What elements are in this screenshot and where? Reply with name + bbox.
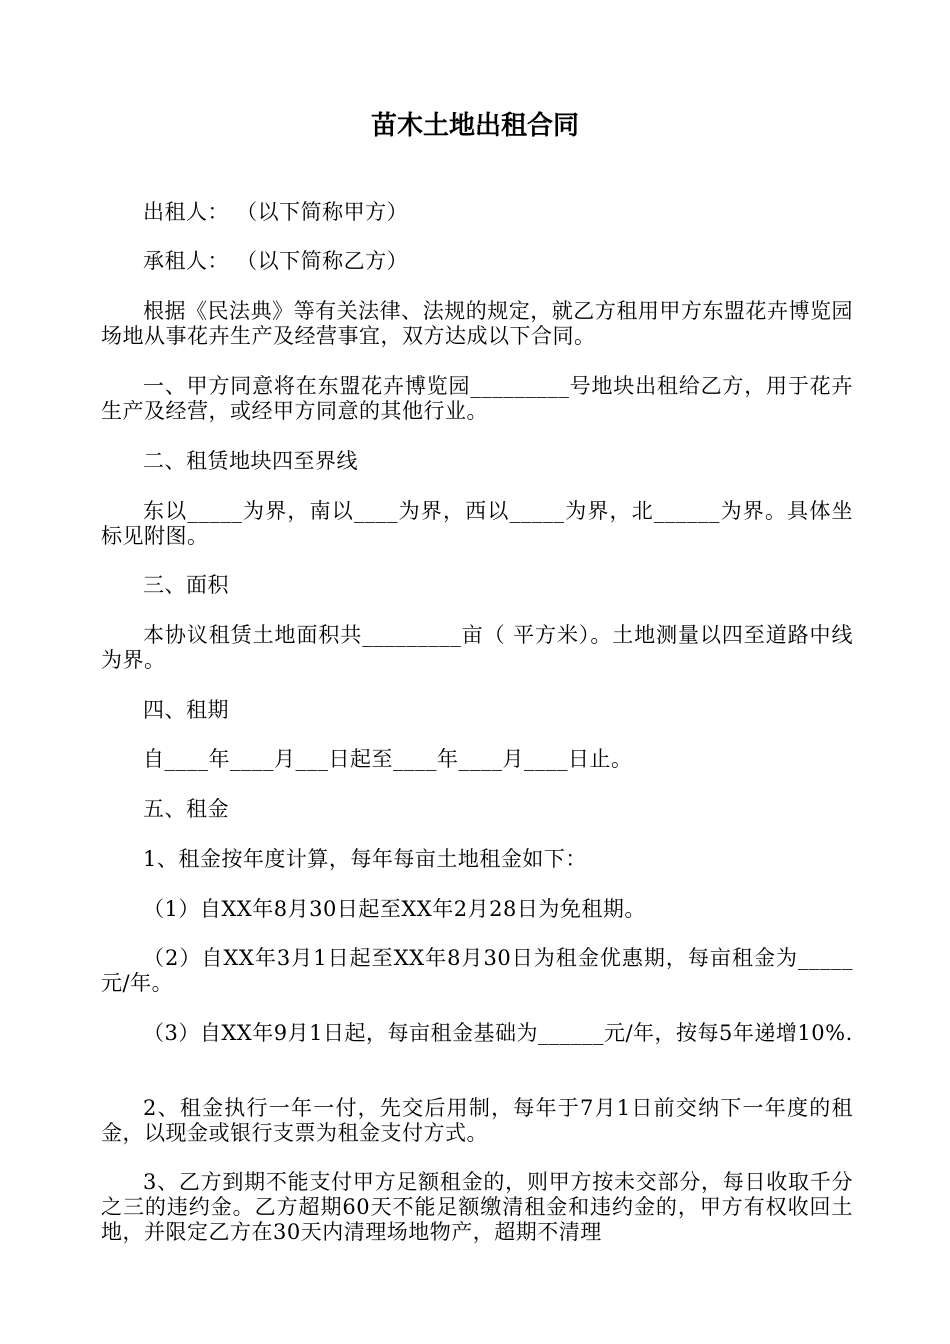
rent-subitem-1: （1）自XX年8月30日起至XX年2月28日为免租期。 [143,897,646,921]
rent-item-2: 2、租金执行一年一付，先交后用制，每年于7月1日前交纳下一年度的租金，以现金或银行支票为租金支付方式。 [101,1096,853,1145]
area-paragraph: 本协议租赁土地面积共_________亩（ 平方米）。土地测量以四至道路中线为界。 [101,623,853,672]
rent-subitem-2: （2）自XX年3月1日起至XX年8月30日为租金优惠期，每亩租金为_____元/年。 [101,946,853,995]
rent-item-1: 1、租金按年度计算，每年每亩土地租金如下： [143,847,587,871]
boundaries-paragraph: 东以_____为界，南以____为界，西以_____为界，北______为界。具体坐标见附图。 [101,499,853,548]
rent-subitem-3: （3）自XX年9月1日起，每亩租金基础为______元/年，按每5年递增10%. [143,1021,853,1045]
lessee-line: 承租人： （以下简称乙方） [143,249,409,273]
section-heading-term: 四、租期 [143,698,229,722]
term-paragraph: 自____年____月___日起至____年____月____日止。 [143,747,633,771]
clause-1-paragraph: 一、甲方同意将在东盟花卉博览园_________号地块出租给乙方，用于花卉生产及经营，或经甲方同意的其他行业。 [101,374,853,423]
section-heading-rent: 五、租金 [143,797,229,821]
preamble-paragraph: 根据《民法典》等有关法律、法规的规定，就乙方租用甲方东盟花卉博览园场地从事花卉生产及经营事宜，双方达成以下合同。 [101,299,853,348]
document-title: 苗木土地出租合同 [370,111,579,141]
rent-item-3: 3、乙方到期不能支付甲方足额租金的，则甲方按未交部分，每日收取千分之三的违约金。乙方超期60天不能足额缴清租金和违约金的，甲方有权收回土地，并限定乙方在30天内清理场地物产，超期不清理 [101,1170,853,1244]
lessor-line: 出租人： （以下简称甲方） [143,200,409,224]
section-heading-boundaries: 二、租赁地块四至界线 [143,449,358,473]
section-heading-area: 三、面积 [143,573,229,597]
